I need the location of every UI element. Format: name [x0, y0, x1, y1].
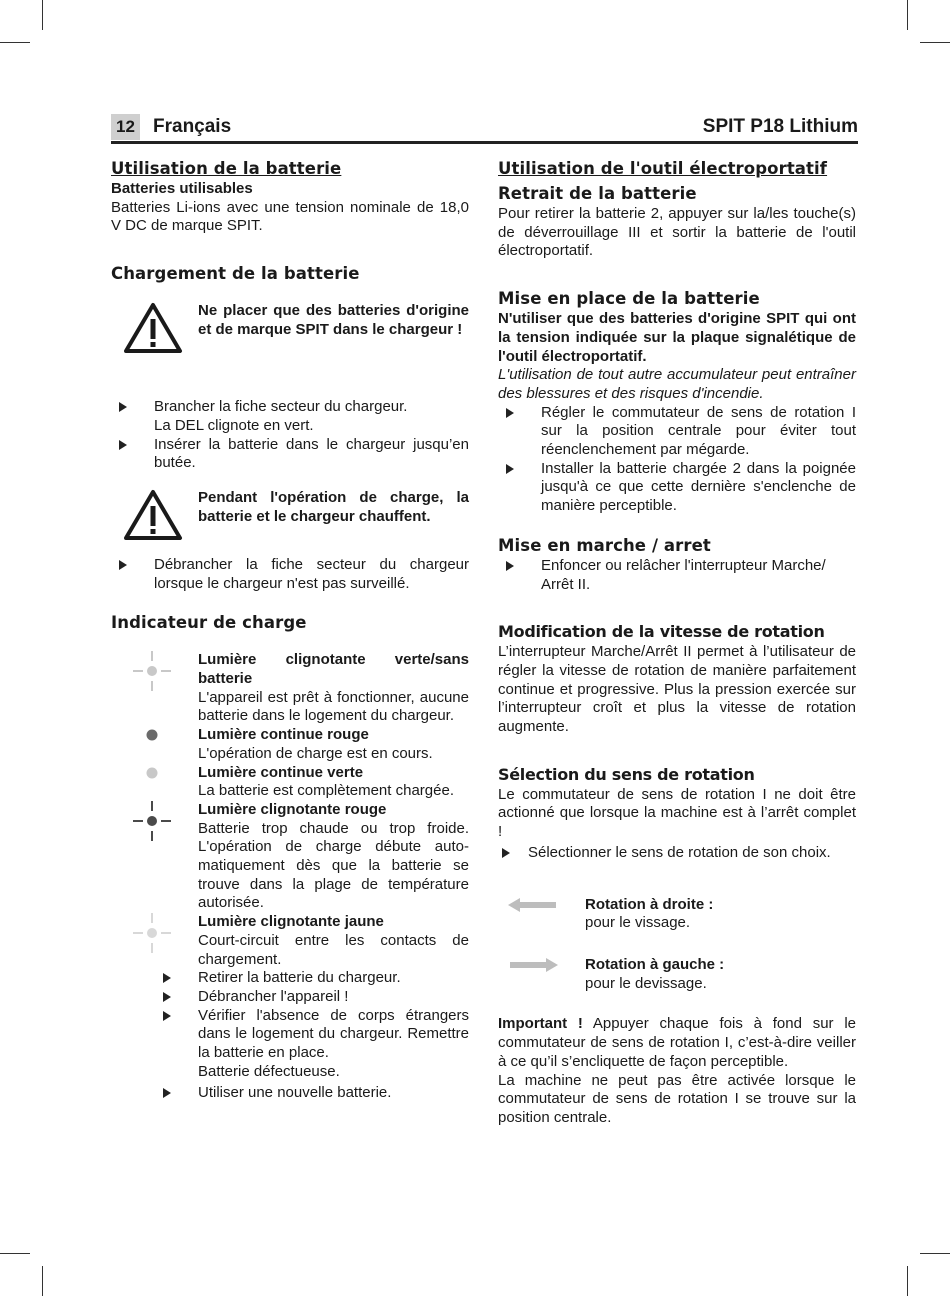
arrow-left-icon [508, 896, 558, 914]
bullet-arrow-icon [119, 402, 127, 412]
indicator-red-steady: Lumière continue rouge L'opération de charge est en cours. [111, 726, 469, 763]
right-column [498, 158, 856, 1128]
steady-green-lamp-icon [121, 764, 183, 782]
list-item: Retirer la batterie du chargeur. [155, 969, 469, 988]
warning-block [111, 302, 469, 360]
section-title-battery-insertion: Mise en place de la batterie [498, 289, 760, 309]
indicator-green-blinking: Lumière clignotante verte/sans batterie L'appareil est prêt à fonctionner, aucune batterie dans le logement du chargeur. [111, 651, 469, 726]
indicator-green-steady: Lumière continue verte La batterie est complètement chargée. [111, 764, 469, 801]
crop-mark [920, 42, 950, 43]
section-title-battery-removal: Retrait de la batterie [498, 184, 697, 203]
crop-mark [0, 1253, 30, 1254]
header-rule [111, 141, 858, 144]
crop-mark [42, 0, 43, 30]
warning-triangle-icon [123, 489, 183, 541]
warning-triangle-icon [123, 302, 183, 354]
bullet-arrow-icon [506, 561, 514, 571]
paragraph-italic: L'utilisation de tout autre accumulateur peut entraîner des blessures et des risques d'incendie. [498, 366, 856, 402]
bullet-arrow-icon [163, 992, 171, 1002]
paragraph: Batteries Li-ions avec une tension nominale de 18,0 V DC de marque SPIT. [111, 198, 469, 235]
bullet-list [111, 556, 469, 593]
list-item: Enfoncer ou relâcher l'interrupteur Marche/ Arrêt II. [498, 557, 856, 594]
section-title-battery-use: Utilisation de la batterie [111, 159, 342, 178]
arrow-right-icon [508, 956, 558, 974]
steady-red-lamp-icon [121, 726, 183, 744]
list-item: Utiliser une nouvelle batterie. [155, 1084, 469, 1103]
crop-mark [0, 42, 30, 43]
list-item: Débrancher la fiche secteur du chargeur lorsque le chargeur n'est pas surveillé. [111, 556, 469, 593]
bullet-arrow-icon [506, 408, 514, 418]
section-title-tool-use: Utilisation de l'outil électroportatif [498, 159, 828, 178]
list-item: Insérer la batterie dans le chargeur jusqu’en butée. [111, 436, 469, 473]
crop-mark [907, 0, 908, 30]
list-item: Brancher la fiche secteur du chargeur. La DEL clignote en vert. [111, 398, 469, 435]
section-title-charging: Chargement de la batterie [111, 264, 360, 284]
bullet-arrow-icon [163, 1011, 171, 1021]
page-header [111, 114, 858, 142]
bullet-arrow-icon [506, 464, 514, 474]
paragraph: Le commutateur de sens de rotation I ne doit être actionné que lorsque la machine est à l’arrêt complet ! [498, 785, 856, 841]
warning-block [111, 489, 469, 547]
bullet-arrow-icon [119, 560, 127, 570]
important-note: Important ! Appuyer chaque fois à fond sur le commutateur de sens de rotation I, c’est-à-dire veiller à ce qu’il s’encliquette de façon perceptible. [498, 1015, 856, 1070]
list-item: Régler le commutateur de sens de rotation I sur la position centrale pour éviter tout réenclenchement par mégarde. [498, 404, 856, 460]
blinking-green-lamp-icon [121, 651, 183, 695]
rotation-right: Rotation à droite : pour le vissage. [498, 896, 856, 933]
paragraph: L’interrupteur Marche/Arrêt II permet à l’utilisateur de régler la vitesse de rotation de manière parfaitement continue et progressive. Plus la pression exercée sur l’interrupteur croît et plus la vitesse de rotation augmente. [498, 643, 856, 736]
bullet-arrow-icon [502, 848, 510, 858]
warning-text: Ne placer que des batteries d'origine et de marque SPIT dans le chargeur ! [198, 302, 469, 338]
blinking-red-lamp-icon [121, 801, 183, 845]
bullet-arrow-icon [163, 1088, 171, 1098]
section-title-speed: Modification de la vitesse de rotation [498, 622, 825, 642]
bullet-arrow-icon [119, 440, 127, 450]
crop-mark [42, 1266, 43, 1296]
indicator-yellow-blinking: Lumière clignotante jaune Court-circuit entre les contacts de chargement. Retirer la batterie du chargeur. Débrancher l'appareil ! Vérifier l'absence de corps étrangers dans le logement du chargeur. Remettre la batterie en place. Batterie défectueuse. Utiliser une nouvelle batterie. [111, 913, 469, 1102]
language-label: Français [153, 116, 232, 137]
bullet-list [111, 398, 469, 473]
list-item: Débrancher l'appareil ! [155, 988, 469, 1007]
section-title-on-off: Mise en marche / arret [498, 535, 711, 555]
blinking-yellow-lamp-icon [121, 913, 183, 957]
paragraph-bold: N'utiliser que des batteries d'origine SPIT qui ont la tension indiquée sur la plaque signalétique de l'outil électroportatif. [498, 310, 856, 365]
warning-text: Pendant l'opération de charge, la batterie et le chargeur chauffent. [198, 488, 469, 525]
crop-mark [907, 1266, 908, 1296]
subheading-usable-batteries: Batteries utilisables [111, 180, 253, 197]
section-title-charge-indicator: Indicateur de charge [111, 613, 307, 633]
paragraph: La machine ne peut pas être activée lorsque le commutateur de sens de rotation I se trouve sur la position centrale. [498, 1071, 856, 1126]
paragraph: Pour retirer la batterie 2, appuyer sur la/les touche(s) de déverrouillage III et sortir la batterie de l'outil électroportatif. [498, 205, 856, 260]
list-item: Sélectionner le sens de rotation de son choix. [498, 844, 856, 863]
page-number: 12 [111, 114, 140, 140]
bullet-arrow-icon [163, 973, 171, 983]
left-column [111, 158, 469, 1102]
indicator-list [111, 651, 469, 1102]
list-item: Vérifier l'absence de corps étrangers dans le logement du chargeur. Remettre la batterie en place. [155, 1007, 469, 1063]
product-name: SPIT P18 Lithium [702, 116, 858, 137]
important-label: Important ! [498, 1015, 583, 1033]
crop-mark [920, 1253, 950, 1254]
indicator-red-blinking: Lumière clignotante rouge Batterie trop chaude ou trop froide. L'opération de charge débute auto-matiquement dès que la batterie se trouve dans la plage de température autorisée. [111, 801, 469, 913]
section-title-direction: Sélection du sens de rotation [498, 764, 755, 784]
rotation-left: Rotation à gauche : pour le devissage. [498, 956, 856, 993]
list-item: Installer la batterie chargée 2 dans la poignée jusqu'à ce que cette dernière s'enclenche de manière perceptible. [498, 460, 856, 516]
